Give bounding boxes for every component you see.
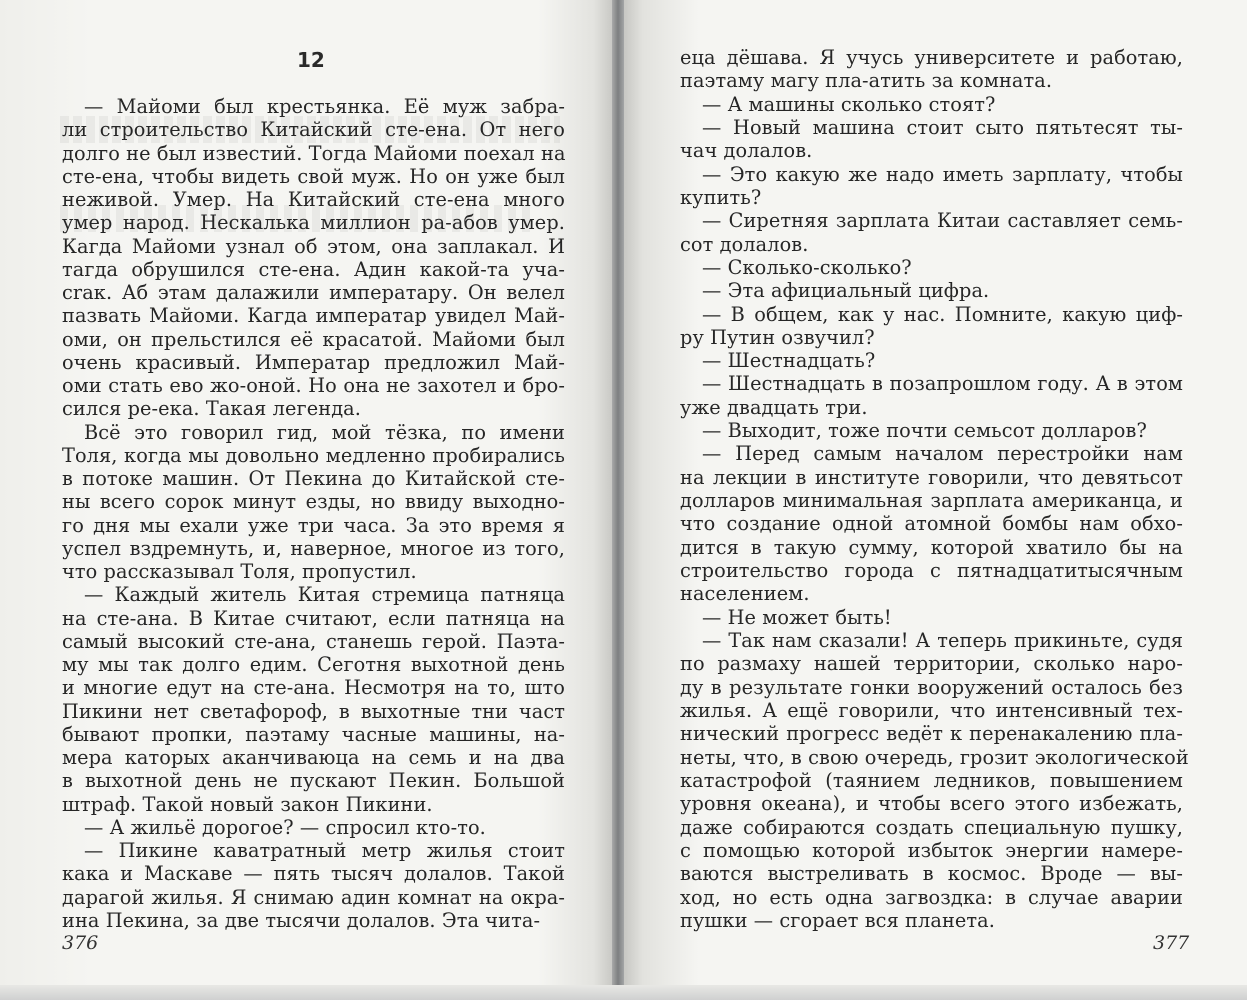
- text-line: пазвать Майоми. Кагда императар увидел Май-: [62, 304, 565, 328]
- text-line: сте-ена, чтобы видеть свой муж. Но он уже был: [62, 164, 565, 188]
- text-line: с помощью которой избыток энергии намере-: [680, 838, 1183, 862]
- text-line: — Сиретняя зарплата Китаи саставляет семь-: [702, 209, 1183, 233]
- text-line: — А жильё дорогое? — спросил кто-то.: [84, 815, 486, 839]
- text-line: сился ре-ека. Такая легенда.: [62, 397, 361, 421]
- text-line: Толя, когда мы довольно медленно пробирались: [62, 443, 565, 467]
- text-line: по размаху нашей территории, сколько наро-: [680, 652, 1183, 676]
- text-line: бывают пропки, паэтаму часные машины, на-: [62, 722, 565, 746]
- text-line: мера каторых аканчиваюца на семь и на два: [62, 746, 565, 769]
- text-line: — Шестнадцать?: [702, 349, 876, 373]
- text-line: — Не может быть!: [702, 605, 892, 629]
- chapter-number: 12: [297, 48, 325, 72]
- text-line: — Это какую же надо иметь зарплату, чтобы: [702, 162, 1183, 186]
- text-line: го дня мы ехали уже три часа. За это время я: [62, 513, 565, 537]
- text-line: дарагой жилья. Я снимаю адин комнат на окра-: [62, 885, 565, 909]
- text-line: уже двадцать три.: [680, 395, 868, 419]
- text-line: умер народ. Нескалька миллион ра-абов умер.: [62, 211, 565, 235]
- book-gutter: [612, 0, 624, 1000]
- text-line: даже собираются создать специальную пушку,: [680, 815, 1183, 839]
- text-line: тагда обрушился сте-ена. Адин какой-та уча-: [62, 257, 565, 281]
- text-line: Пикини нет светафороф, в выхотные тни част: [62, 699, 565, 723]
- text-line: на лекции в институте говорили, что девятьсот: [680, 465, 1183, 489]
- text-line: — В общем, как у нас. Помните, какую циф-: [702, 302, 1183, 326]
- text-line: еца дёшава. Я учусь университете и работаю,: [680, 46, 1183, 69]
- text-line: — Перед самым началом перестройки нам: [702, 442, 1183, 466]
- text-line: на сте-ана. В Китае считают, если патняца на: [62, 606, 565, 630]
- text-line: ина Пекина, за две тысячи долалов. Эта чита-: [62, 908, 541, 932]
- text-line: долларов минимальная зарплата американца, и: [680, 489, 1183, 513]
- text-line: ру Путин озвучил?: [680, 325, 875, 349]
- text-line: штраф. Такой новый закон Пикини.: [62, 792, 433, 816]
- text-line: ваются выстреливать в космос. Вроде — вы-: [680, 862, 1183, 886]
- text-line: самый высокий сте-ана, станешь герой. Паэта-: [62, 629, 565, 653]
- text-line: очень красивый. Императар предложил Май-: [62, 350, 565, 374]
- right-page: [624, 0, 1247, 1000]
- text-line: долго не был известий. Тогда Майоми поехал на: [62, 141, 566, 165]
- text-line: — А машины сколько стоят?: [702, 92, 996, 116]
- text-line: сrак. Аб этам далажили императару. Он велел: [62, 281, 565, 304]
- text-line: — Пикине каватратный метр жилья стоит: [84, 839, 565, 862]
- text-line: неты, что, в свою очередь, грозит экологической: [680, 745, 1189, 769]
- text-line: населением.: [680, 582, 810, 606]
- page-bottom-edge: [0, 985, 1247, 1000]
- text-line: строительство города с пятнадцатитысячным: [680, 559, 1183, 583]
- text-line: — Новый машина стоит сыто пятьтесят ты-: [702, 115, 1183, 139]
- text-line: — Выходит, тоже почти семьсот долларов?: [702, 419, 1147, 443]
- text-line: сот долалов.: [680, 232, 809, 256]
- page-number-right: 377: [1153, 932, 1190, 954]
- text-line: и многие едут на сте-ана. Несмотря на то, што: [62, 676, 565, 700]
- text-line: ны всего сорок минут езды, но ввиду выходно-: [62, 490, 565, 514]
- text-line: — Сколько-сколько?: [702, 255, 912, 279]
- text-line: в потоке машин. От Пекина до Китайской сте-: [62, 467, 565, 490]
- text-line: ли строительство Китайский сте-ена. От него: [62, 118, 565, 142]
- text-line: нический прогресс ведёт к перенакалению пла-: [680, 722, 1183, 746]
- text-line: — Майоми был крестьянка. Её муж забра-: [84, 95, 565, 118]
- text-line: жилья. А ещё говорили, что интенсивный тех-: [680, 698, 1183, 722]
- text-line: оми стать ево жо-оной. Но она не захотел и бро-: [62, 374, 565, 397]
- text-line: — Каждый житель Китая стремица патняца: [84, 583, 565, 607]
- text-line: паэтаму магу пла-атить за комната.: [680, 69, 1053, 93]
- page-number-left: 376: [62, 932, 99, 954]
- left-page: [0, 0, 612, 1000]
- text-line: что создание одной атомной бомбы нам обхо-: [680, 512, 1183, 536]
- text-line: ду в результате гонки вооружений осталось без: [680, 675, 1183, 699]
- text-line: катастрофой (таянием ледников, повышением: [680, 768, 1183, 792]
- text-line: что рассказывал Толя, пропустил.: [62, 560, 417, 583]
- text-line: пушки — сгорает вся планета.: [680, 908, 996, 932]
- text-line: дится в такую сумму, которой хватило бы на: [680, 535, 1183, 559]
- text-line: купить?: [680, 185, 762, 209]
- text-line: — Так нам сказали! А теперь прикиньте, судя: [702, 629, 1183, 652]
- text-line: — Эта афициальный цифра.: [702, 279, 990, 303]
- text-line: оми, он прельстился её красатой. Майоми был: [62, 327, 565, 351]
- text-line: Всё это говорил гид, мой тёзка, по имени: [84, 420, 565, 444]
- text-line: — Шестнадцать в позапрошлом году. А в этом: [702, 372, 1183, 396]
- text-line: неживой. Умер. На Китайский сте-ена много: [62, 188, 565, 211]
- text-line: в выхотной день не пускают Пекин. Большой: [62, 769, 565, 793]
- text-line: чач долалов.: [680, 139, 813, 163]
- text-line: Кагда Майоми узнал об этом, она заплакал. И: [62, 234, 565, 258]
- text-line: му мы так долго едим. Сеготня выхотной день: [62, 653, 565, 676]
- text-line: кака и Маскаве — пять тысяч долалов. Такой: [62, 862, 565, 886]
- text-line: успел вздремнуть, и, наверное, многое из того,: [62, 536, 565, 560]
- text-line: ход, но есть одна загвоздка: в случае аварии: [680, 885, 1183, 909]
- text-line: уровня океана), и чтобы всего этого избежать,: [680, 792, 1183, 816]
